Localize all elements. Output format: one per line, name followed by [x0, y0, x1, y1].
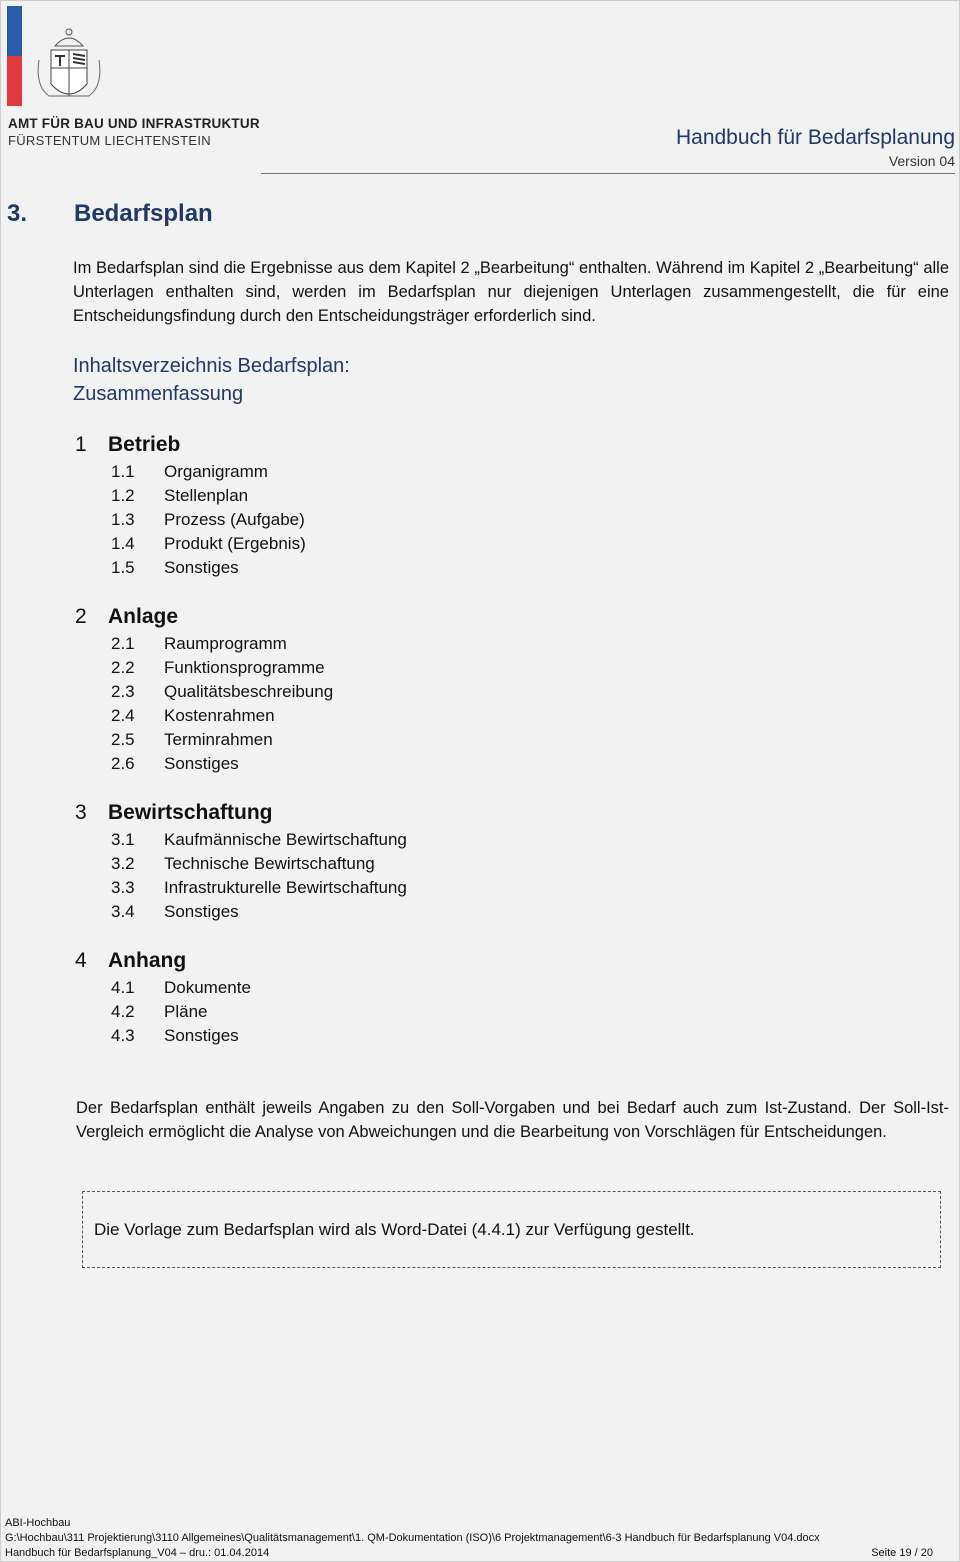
page-number: Seite 19 / 20 [871, 1547, 933, 1559]
toc-item-label: Sonstiges [164, 1026, 239, 1045]
toc-item [111, 558, 239, 578]
toc-item-label: Pläne [164, 1002, 208, 1021]
toc-item [111, 534, 306, 554]
toc-item-label: Dokumente [164, 978, 251, 997]
toc-item-label: Sonstiges [164, 754, 239, 773]
toc-section-title: Bewirtschaftung [108, 801, 273, 824]
footer-print-date: Handbuch für Bedarfsplanung_V04 – dru.: 01.04.2014 [5, 1547, 270, 1559]
toc-item [111, 878, 407, 898]
toc-item-number: 2.2 [111, 658, 135, 677]
toc-item-number: 2.1 [111, 634, 135, 653]
toc-item-number: 2.3 [111, 682, 135, 701]
toc-item-number: 1.3 [111, 510, 135, 529]
toc-section-number: 2 [75, 605, 87, 628]
toc-item [111, 1026, 239, 1046]
toc-item-number: 3.4 [111, 902, 135, 921]
toc-item-label: Organigramm [164, 462, 268, 481]
toc-section-title: Anhang [108, 949, 187, 972]
toc-item-number: 3.3 [111, 878, 135, 897]
closing-paragraph: Der Bedarfsplan enthält jeweils Angaben zu den Soll-Vorgaben und bei Bedarf auch zum Ist-Zustand. Der Soll-Ist-Vergleich ermöglicht die Analyse von Abweichungen und die Bearbeitung von Vorschlägen für Entscheidungen. [76, 1099, 949, 1141]
toc-item-label: Sonstiges [164, 558, 239, 577]
toc-item-label: Prozess (Aufgabe) [164, 510, 305, 529]
intro-paragraph: Im Bedarfsplan sind die Ergebnisse aus dem Kapitel 2 „Bearbeitung“ enthalten. Während im Kapitel 2 „Bearbeitung“ alle Unterlagen enthalten sind, werden im Bedarfsplan nur diejenigen Unterlagen zusammengestellt, die für eine Entscheidungsfindung durch den Entscheidungsträger erforderlich sind. [73, 259, 949, 325]
toc-item [111, 510, 305, 530]
toc-item-label: Produkt (Ergebnis) [164, 534, 306, 553]
toc-item-label: Kostenrahmen [164, 706, 275, 725]
header-divider [261, 173, 955, 174]
footer-file-path: G:\Hochbau\311 Projektierung\3110 Allgemeines\Qualitätsmanagement\1. QM-Dokumentation (ISO)\6 Projektmanagement\6-3 Handbuch für Bedarfsplanung V04.docx [5, 1532, 820, 1544]
toc-item [111, 978, 251, 998]
toc-item [111, 830, 407, 850]
toc-item-label: Infrastrukturelle Bewirtschaftung [164, 878, 407, 897]
chapter-number: 3. [7, 200, 28, 227]
toc-item [111, 682, 333, 702]
toc-item-label: Technische Bewirtschaftung [164, 854, 375, 873]
toc-item-number: 2.4 [111, 706, 135, 725]
toc-section-number: 3 [75, 801, 87, 824]
chapter-title: Bedarfsplan [74, 200, 213, 227]
toc-item-number: 2.5 [111, 730, 135, 749]
flag-blue-stripe [7, 6, 22, 56]
toc-item-number: 1.5 [111, 558, 135, 577]
toc-heading [73, 352, 350, 408]
org-name: AMT FÜR BAU UND INFRASTRUKTUR [8, 116, 260, 131]
toc-item [111, 1002, 207, 1022]
toc-item [111, 854, 375, 874]
toc-section-heading [75, 949, 186, 973]
toc-section-heading [75, 605, 178, 629]
note-box [82, 1191, 941, 1268]
document-title: Handbuch für Bedarfsplanung [675, 126, 955, 149]
toc-section-title: Anlage [108, 605, 179, 628]
toc-item [111, 462, 268, 482]
toc-item-number: 4.2 [111, 1002, 135, 1021]
footer-department: ABI-Hochbau [5, 1517, 71, 1529]
toc-item [111, 658, 325, 678]
toc-item-label: Raumprogramm [164, 634, 287, 653]
toc-item [111, 634, 287, 654]
note-text: Die Vorlage zum Bedarfsplan wird als Word-Datei (4.4.1) zur Verfügung gestellt. [94, 1220, 695, 1239]
toc-item-label: Terminrahmen [164, 730, 273, 749]
toc-section-number: 4 [75, 949, 87, 972]
org-country: FÜRSTENTUM LIECHTENSTEIN [8, 133, 211, 148]
toc-item [111, 754, 239, 774]
toc-item [111, 706, 275, 726]
toc-item-number: 3.1 [111, 830, 135, 849]
chapter-heading [7, 200, 213, 228]
document-version: Version 04 [888, 153, 955, 169]
toc-item-number: 3.2 [111, 854, 135, 873]
toc-item-number: 1.1 [111, 462, 135, 481]
toc-item-label: Stellenplan [164, 486, 249, 505]
toc-section-heading [75, 433, 180, 457]
toc-item-label: Funktionsprogramme [164, 658, 325, 677]
toc-item-label: Kaufmännische Bewirtschaftung [164, 830, 407, 849]
toc-subtitle: Zusammenfassung [73, 383, 244, 405]
toc-item-label: Sonstiges [164, 902, 239, 921]
coat-of-arms-icon [33, 26, 105, 108]
toc-item [111, 486, 248, 506]
toc-title: Inhaltsverzeichnis Bedarfsplan: [73, 355, 350, 377]
flag-red-stripe [7, 56, 22, 106]
toc-item [111, 902, 239, 922]
toc-item-label: Qualitätsbeschreibung [164, 682, 334, 701]
toc-item-number: 2.6 [111, 754, 135, 773]
toc-section-title: Betrieb [108, 433, 181, 456]
toc-item-number: 1.2 [111, 486, 135, 505]
toc-item-number: 4.3 [111, 1026, 135, 1045]
toc-item-number: 4.1 [111, 978, 135, 997]
toc-section-heading [75, 801, 273, 825]
toc-item-number: 1.4 [111, 534, 135, 553]
toc-section-number: 1 [75, 433, 87, 456]
toc-item [111, 730, 273, 750]
